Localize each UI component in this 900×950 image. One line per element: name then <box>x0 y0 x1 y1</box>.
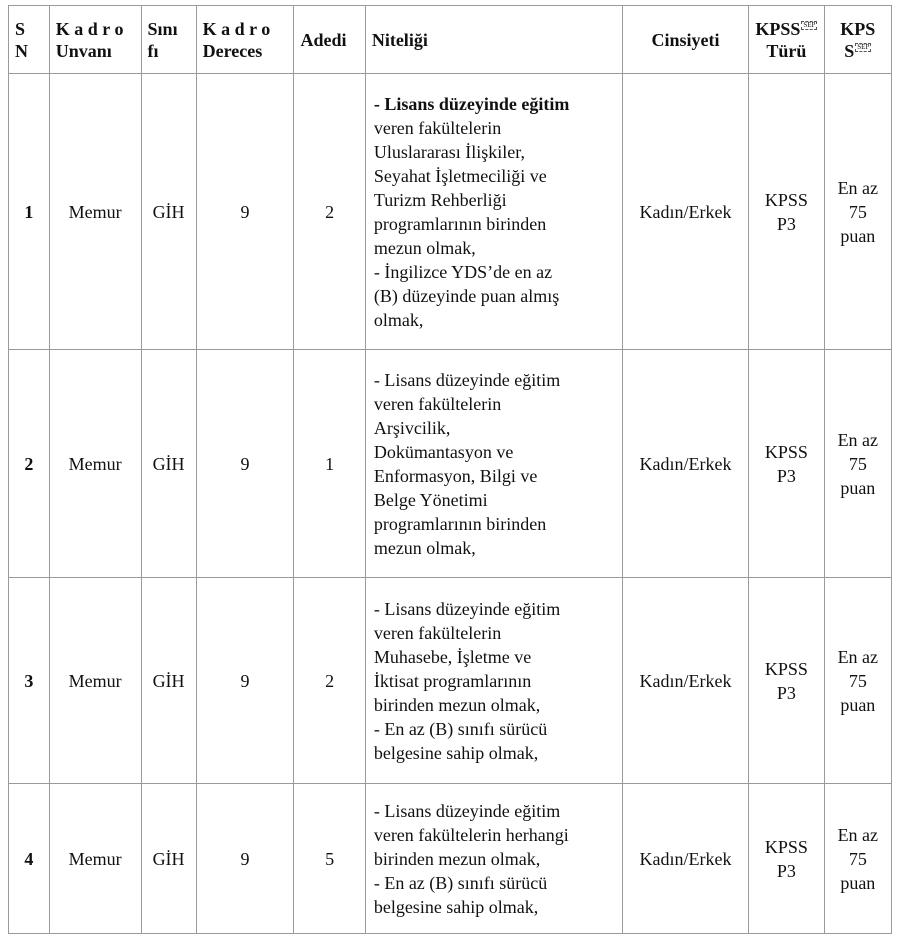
nitelik-line: Turizm Rehberliği <box>373 189 507 210</box>
nitelik-line: Arşivcilik, <box>373 417 451 438</box>
nitelik-line: Uluslararası İlişkiler, <box>373 141 526 162</box>
kpss-puan-line3: puan <box>840 694 876 715</box>
nitelik-line: belgesine sahip olmak, <box>373 896 539 917</box>
kpss-turu-line2: P3 <box>776 682 796 703</box>
header-kpss-puani <box>824 6 891 74</box>
nitelik-line: veren fakültelerin <box>373 393 502 414</box>
cell-kpss-puan <box>824 784 891 934</box>
cell-sn: 1 <box>9 74 50 350</box>
nitelik-line: Seyahat İşletmeciliği ve <box>373 165 547 186</box>
header-niteligi: Niteliği <box>365 6 622 74</box>
table-row <box>9 74 892 350</box>
kpss-puan-line3: puan <box>840 872 876 893</box>
nitelik-line: İktisat programlarının <box>373 670 532 691</box>
sep-mark-icon: SEP <box>857 42 870 51</box>
kpss-turu-line1: KPSS <box>764 189 808 210</box>
cell-cinsiyet: Kadın/Erkek <box>622 74 748 350</box>
kpss-puan-line2: 75 <box>848 670 867 691</box>
table-row <box>9 578 892 784</box>
cell-kpss-puan <box>824 578 891 784</box>
header-kadro-unvani <box>49 6 141 74</box>
sep-mark-icon: SEP <box>803 20 816 29</box>
cell-nitelik <box>365 350 622 578</box>
kpss-puan-line2: 75 <box>848 848 867 869</box>
cell-cinsiyet: Kadın/Erkek <box>622 784 748 934</box>
nitelik-line: birinden mezun olmak, <box>373 694 541 715</box>
header-derece-line1: K a d r o <box>202 18 271 39</box>
nitelik-line: - Lisans düzeyinde eğitim <box>373 598 561 619</box>
header-sn-line1: S <box>15 18 26 39</box>
nitelik-line: Muhasebe, İşletme ve <box>373 646 532 667</box>
cell-kpss-puan <box>824 350 891 578</box>
kpss-puan-line3: puan <box>840 477 876 498</box>
nitelik-line: - Lisans düzeyinde eğitim <box>373 800 561 821</box>
cell-sinif: GİH <box>141 74 196 350</box>
cell-sinif: GİH <box>141 784 196 934</box>
kpss-turu-line1: KPSS <box>764 658 808 679</box>
kpss-puan-line1: En az <box>837 177 879 198</box>
cell-derece: 9 <box>196 74 294 350</box>
nitelik-line: - En az (B) sınıfı sürücü <box>373 718 548 739</box>
cell-sinif: GİH <box>141 350 196 578</box>
header-unvan-line2: Unvanı <box>55 40 112 61</box>
cell-unvan: Memur <box>49 74 141 350</box>
header-row <box>9 6 892 74</box>
nitelik-line: mezun olmak, <box>373 237 476 258</box>
cell-sn: 4 <box>9 784 50 934</box>
nitelik-line: veren fakültelerin <box>373 622 502 643</box>
kadro-table <box>8 5 892 934</box>
cell-kpss-turu <box>749 578 824 784</box>
header-kpss-puan-line1: KPS <box>840 18 876 39</box>
cell-nitelik <box>365 74 622 350</box>
table-row <box>9 350 892 578</box>
nitelik-line: - En az (B) sınıfı sürücü <box>373 872 548 893</box>
cell-nitelik <box>365 784 622 934</box>
cell-kpss-puan <box>824 74 891 350</box>
kpss-turu-line2: P3 <box>776 213 796 234</box>
nitelik-line: Belge Yönetimi <box>373 489 488 510</box>
kpss-puan-line1: En az <box>837 429 879 450</box>
header-sn <box>9 6 50 74</box>
kpss-puan-line1: En az <box>837 646 879 667</box>
cell-kpss-turu <box>749 74 824 350</box>
kpss-puan-line2: 75 <box>848 201 867 222</box>
nitelik-line: olmak, <box>373 309 424 330</box>
cell-unvan: Memur <box>49 350 141 578</box>
cell-adedi: 2 <box>294 578 365 784</box>
kpss-turu-line2: P3 <box>776 860 796 881</box>
nitelik-line: belgesine sahip olmak, <box>373 742 539 763</box>
cell-derece: 9 <box>196 784 294 934</box>
nitelik-line: - Lisans düzeyinde eğitim <box>373 369 561 390</box>
cell-kpss-turu <box>749 784 824 934</box>
nitelik-line: - Lisans düzeyinde eğitim <box>373 93 570 114</box>
cell-derece: 9 <box>196 350 294 578</box>
header-sinif-line1: Sını <box>147 18 178 39</box>
cell-nitelik <box>365 578 622 784</box>
cell-sn: 3 <box>9 578 50 784</box>
cell-unvan: Memur <box>49 578 141 784</box>
header-unvan-line1: K a d r o <box>55 18 124 39</box>
kpss-puan-line3: puan <box>840 225 876 246</box>
header-kpss-turu-line2: Türü <box>766 40 807 61</box>
nitelik-line: mezun olmak, <box>373 537 476 558</box>
kpss-puan-line1: En az <box>837 824 879 845</box>
kpss-turu-line2: P3 <box>776 465 796 486</box>
header-sinif-line2: fı <box>147 40 159 61</box>
cell-adedi: 1 <box>294 350 365 578</box>
header-kpss-puan-line2: S <box>844 40 855 61</box>
nitelik-line: programlarının birinden <box>373 213 547 234</box>
kpss-turu-line1: KPSS <box>764 441 808 462</box>
header-sinifi <box>141 6 196 74</box>
cell-adedi: 2 <box>294 74 365 350</box>
nitelik-line: - İngilizce YDS’de en az <box>373 261 553 282</box>
header-kpss-turu <box>749 6 824 74</box>
header-derece-line2: Dereces <box>202 40 263 61</box>
header-kadro-derecesi <box>196 6 294 74</box>
cell-cinsiyet: Kadın/Erkek <box>622 350 748 578</box>
header-sn-line2: N <box>15 40 28 61</box>
table-row <box>9 784 892 934</box>
cell-sinif: GİH <box>141 578 196 784</box>
cell-cinsiyet: Kadın/Erkek <box>622 578 748 784</box>
header-kpss-turu-line1: KPSS <box>755 18 801 39</box>
nitelik-line: birinden mezun olmak, <box>373 848 541 869</box>
nitelik-line: (B) düzeyinde puan almış <box>373 285 560 306</box>
cell-unvan: Memur <box>49 784 141 934</box>
cell-kpss-turu <box>749 350 824 578</box>
kpss-puan-line2: 75 <box>848 453 867 474</box>
nitelik-line: Enformasyon, Bilgi ve <box>373 465 538 486</box>
cell-adedi: 5 <box>294 784 365 934</box>
nitelik-line: veren fakültelerin herhangi <box>373 824 569 845</box>
kpss-turu-line1: KPSS <box>764 836 808 857</box>
header-adedi: Adedi <box>294 6 365 74</box>
cell-sn: 2 <box>9 350 50 578</box>
nitelik-line: Dokümantasyon ve <box>373 441 514 462</box>
nitelik-line: veren fakültelerin <box>373 117 502 138</box>
nitelik-line: programlarının birinden <box>373 513 547 534</box>
header-cinsiyeti: Cinsiyeti <box>622 6 748 74</box>
cell-derece: 9 <box>196 578 294 784</box>
